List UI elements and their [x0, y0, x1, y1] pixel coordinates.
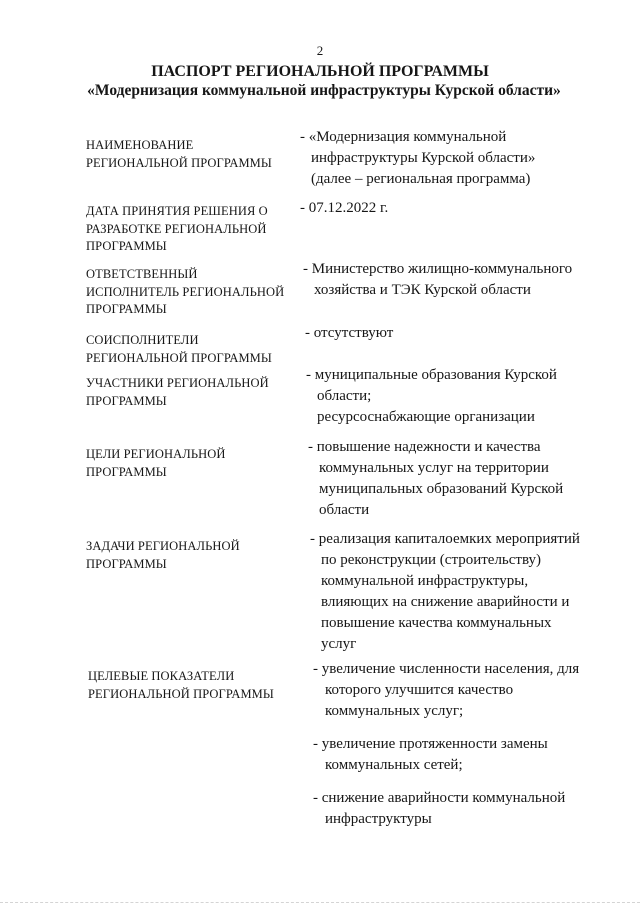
value-line: по реконструкции (строительству) [321, 552, 542, 568]
label-target-indicators: ЦЕЛЕВЫЕ ПОКАЗАТЕЛИ РЕГИОНАЛЬНОЙ ПРОГРАММЫ [88, 669, 274, 701]
value-target-indicators [313, 659, 613, 830]
value-co-executors [305, 323, 605, 344]
scan-edge [0, 902, 640, 903]
value-decision-date [300, 198, 600, 219]
value-line: хозяйства и ТЭК Курской области [314, 282, 531, 298]
value-line: - муниципальные образования Курской [306, 367, 557, 383]
value-line: инфраструктуры [325, 811, 432, 827]
label-tasks: ЗАДАЧИ РЕГИОНАЛЬНОЙ ПРОГРАММЫ [86, 539, 240, 571]
value-line: услуг [321, 636, 357, 652]
page-number: 2 [316, 43, 324, 58]
value-participants [306, 365, 606, 428]
label-responsible-executor: ОТВЕТСТВЕННЫЙ ИСПОЛНИТЕЛЬ РЕГИОНАЛЬНОЙ ПРОГРАММЫ [86, 267, 285, 316]
value-line: коммунальной инфраструктуры, [321, 573, 529, 589]
label-decision-date: ДАТА ПРИНЯТИЯ РЕШЕНИЯ О РАЗРАБОТКЕ РЕГИОНАЛЬНОЙ ПРОГРАММЫ [86, 204, 268, 253]
value-goals [308, 437, 608, 521]
indicator-item [313, 788, 613, 830]
value-line: повышение качества коммунальных [321, 615, 552, 631]
value-tasks [310, 529, 610, 655]
value-line: (далее – региональная программа) [311, 171, 531, 187]
value-line: коммунальных услуг на территории [319, 460, 549, 476]
value-line: - увеличение протяженности замены [313, 736, 548, 752]
value-line: коммунальных услуг; [325, 703, 464, 719]
value-line: которого улучшится качество [325, 682, 514, 698]
document-title: ПАСПОРТ РЕГИОНАЛЬНОЙ ПРОГРАММЫ [151, 63, 489, 80]
value-line: - отсутствуют [305, 325, 394, 341]
value-line: инфраструктуры Курской области» [311, 150, 536, 166]
label-participants: УЧАСТНИКИ РЕГИОНАЛЬНОЙ ПРОГРАММЫ [86, 376, 269, 408]
value-line: коммунальных сетей; [325, 757, 463, 773]
value-line: - 07.12.2022 г. [300, 200, 389, 216]
indicator-item [313, 734, 613, 776]
value-line: - увеличение численности населения, для [313, 661, 580, 677]
value-line: муниципальных образований Курской [319, 481, 564, 497]
document-subtitle: «Модернизация коммунальной инфраструктуры Курской области» [87, 82, 561, 99]
label-program-name: НАИМЕНОВАНИЕ РЕГИОНАЛЬНОЙ ПРОГРАММЫ [86, 138, 272, 170]
value-line: области [319, 502, 370, 518]
value-line: влияющих на снижение аварийности и [321, 594, 570, 610]
value-line: - Министерство жилищно-коммунального [303, 261, 573, 277]
value-line: - «Модернизация коммунальной [300, 129, 507, 145]
value-program-name [300, 127, 600, 190]
label-goals: ЦЕЛИ РЕГИОНАЛЬНОЙ ПРОГРАММЫ [86, 447, 226, 479]
value-line: области; [317, 388, 372, 404]
value-line: - повышение надежности и качества [308, 439, 541, 455]
value-responsible-executor [303, 259, 603, 301]
indicator-item [313, 659, 613, 722]
value-line: - реализация капиталоемких мероприятий [310, 531, 580, 547]
value-line: ресурсоснабжающие организации [317, 409, 535, 425]
value-line: - снижение аварийности коммунальной [313, 790, 566, 806]
label-co-executors: СОИСПОЛНИТЕЛИ РЕГИОНАЛЬНОЙ ПРОГРАММЫ [86, 333, 272, 365]
